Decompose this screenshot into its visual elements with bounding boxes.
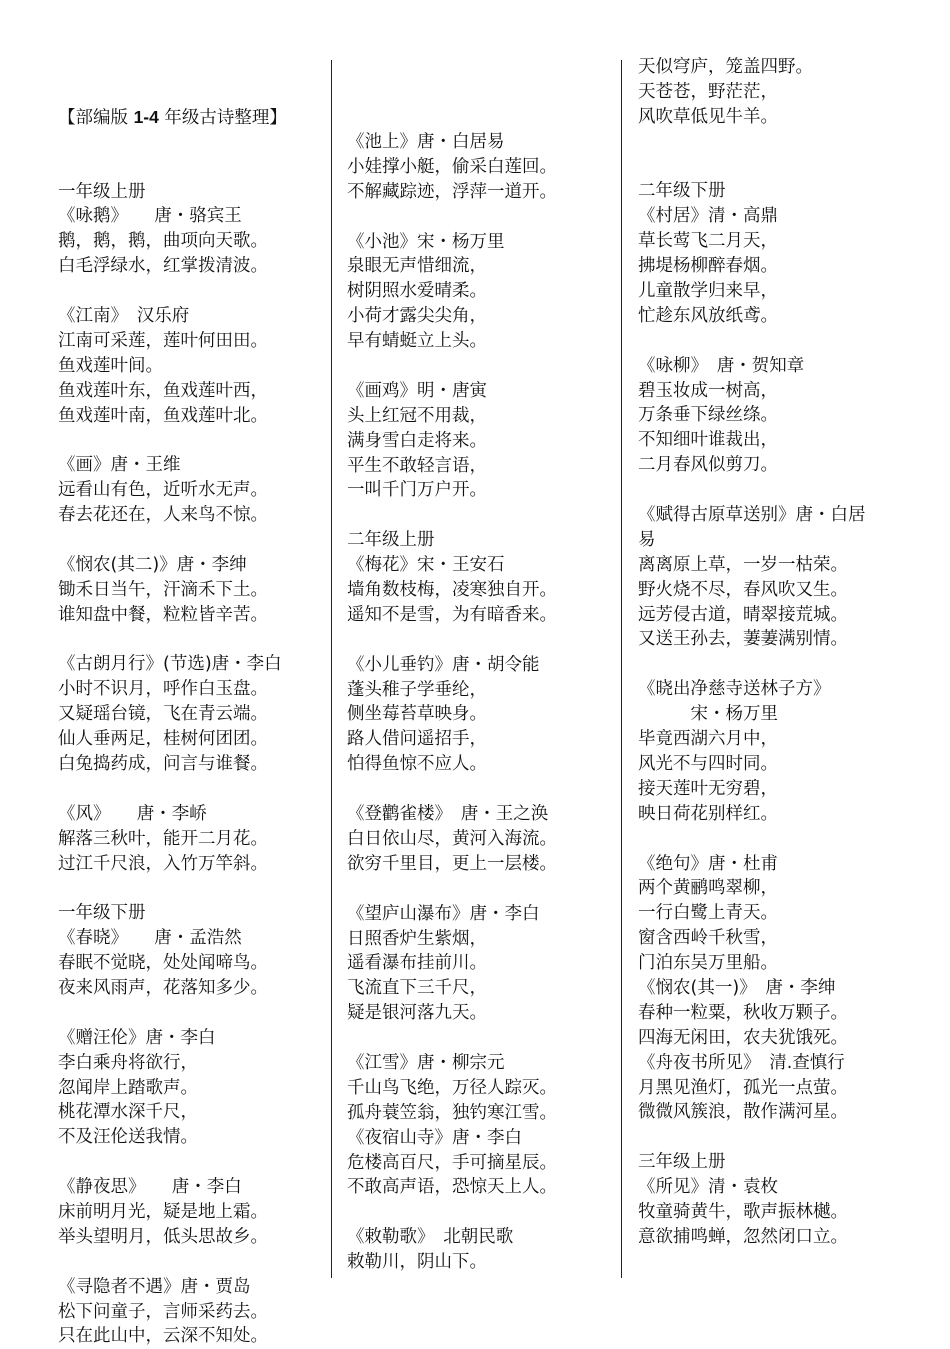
text-line: 万条垂下绿丝绦。 xyxy=(638,405,778,426)
text-line: 远看山有色，近听水无声。 xyxy=(58,480,268,501)
text-line: 满身雪白走将来。 xyxy=(347,430,487,451)
document-title xyxy=(58,105,320,130)
text-line: 风光不与四时同。 xyxy=(638,753,778,774)
text-line: 离离原上草，一岁一枯荣。 xyxy=(638,554,848,575)
text-line: 忽闻岸上踏歌声。 xyxy=(58,1077,198,1098)
text-line: 平生不敢轻言语， xyxy=(347,455,487,476)
text-line: 忙趁东风放纸鸢。 xyxy=(638,305,778,326)
text-line: 树阴照水爱晴柔。 xyxy=(347,281,487,302)
text-line: 泉眼无声惜细流， xyxy=(347,256,487,277)
text-line: 两个黄鹂鸣翠柳， xyxy=(638,878,778,899)
text-line: 鱼戏莲叶间。 xyxy=(58,355,163,376)
text-line: 欲穷千里目，更上一层楼。 xyxy=(347,853,557,874)
blank-line xyxy=(58,1001,320,1026)
text-line: 飞流直下三千尺， xyxy=(347,978,487,999)
text-line: 《晓出净慈寺送林子方》 xyxy=(638,679,831,700)
blank-line xyxy=(347,877,609,902)
text-line: 白毛浮绿水，红掌拨清波。 xyxy=(58,256,268,277)
text-line: 《夜宿山寺》唐・李白 xyxy=(347,1127,522,1148)
text-line: 碧玉妆成一树高， xyxy=(638,380,778,401)
text-line: 拂堤杨柳醉春烟。 xyxy=(638,256,778,277)
text-line: 只在此山中，云深不知处。 xyxy=(58,1326,268,1347)
text-line: 头上红冠不用裁， xyxy=(347,405,487,426)
text-line: 又疑瑶台镜，飞在青云端。 xyxy=(58,704,268,725)
text-line: 微微风簇浪，散作满河星。 xyxy=(638,1102,848,1123)
text-line: 《寻隐者不遇》唐・贾岛 xyxy=(58,1276,251,1297)
text-line: 鱼戏莲叶东，鱼戏莲叶西， xyxy=(58,380,268,401)
text-line: 解落三秋叶，能开二月花。 xyxy=(58,828,268,849)
blank-line xyxy=(347,777,609,802)
text-line: 《舟夜书所见》 清.查慎行 xyxy=(638,1052,845,1073)
text-line: 二年级下册 xyxy=(638,181,726,202)
blank-line xyxy=(347,205,609,230)
text-line: 月黑见渔灯，孤光一点萤。 xyxy=(638,1077,848,1098)
blank-line xyxy=(58,428,320,453)
text-line: 映日荷花别样红。 xyxy=(638,803,778,824)
text-line: 《敕勒歌》 北朝民歌 xyxy=(347,1227,514,1248)
blank-line xyxy=(58,155,320,180)
text-line: 二月春风似剪刀。 xyxy=(638,455,778,476)
title-grade-range: 1-4 xyxy=(133,106,159,127)
text-line: 《画鸡》明・唐寅 xyxy=(347,380,487,401)
text-line: 《池上》唐・白居易 xyxy=(347,132,505,152)
text-line: 《咏鹅》 唐・骆宾王 xyxy=(58,206,242,227)
blank-line xyxy=(638,1125,908,1150)
text-line: 一叫千门万户开。 xyxy=(347,480,487,501)
text-line: 夜来风雨声，花落知多少。 xyxy=(58,978,268,998)
text-line: 草长莺飞二月天， xyxy=(638,231,778,252)
text-line: 蓬头稚子学垂纶， xyxy=(347,679,487,700)
text-line: 鹅，鹅，鹅，曲项向天歌。 xyxy=(58,231,268,252)
column-2 xyxy=(347,130,609,1275)
blank-line xyxy=(58,876,320,901)
text-line: 不解藏踪迹，浮萍一道开。 xyxy=(347,181,557,202)
text-line: 窗含西岭千秋雪， xyxy=(638,928,778,949)
text-line: 李白乘舟将欲行， xyxy=(58,1052,198,1073)
blank-line xyxy=(347,1200,609,1225)
column-divider-2 xyxy=(621,60,622,1278)
text-line: 遥看瀑布挂前川。 xyxy=(347,953,487,974)
text-line: 《悯农(其一)》 唐・李绅 xyxy=(638,977,836,998)
blank-line xyxy=(638,478,908,503)
text-line: 侧坐莓苔草映身。 xyxy=(347,704,487,725)
text-line: 风吹草低见牛羊。 xyxy=(638,106,778,127)
text-line: 《春晓》 唐・孟浩然 xyxy=(58,928,242,949)
text-line: 一年级上册 xyxy=(58,181,146,202)
title-suffix: 年级古诗整理】 xyxy=(158,107,287,128)
text-line: 野火烧不尽，春风吹又生。 xyxy=(638,579,848,600)
text-line: 《赋得古原草送别》唐・白居 xyxy=(638,505,866,526)
text-line: 又送王孙去，萋萋满别情。 xyxy=(638,629,848,650)
text-line: 桃花潭水深千尺， xyxy=(58,1102,198,1123)
text-line: 不知细叶谁裁出， xyxy=(638,430,778,451)
text-line: 《古朗月行》(节选)唐・李白 xyxy=(58,654,282,675)
text-line: 易 xyxy=(638,529,656,550)
column-1 xyxy=(58,55,320,1349)
text-line: 《登鹳雀楼》 唐・王之涣 xyxy=(347,804,549,825)
text-line: 白日依山尽，黄河入海流。 xyxy=(347,828,557,849)
text-line: 白兔捣药成，问言与谁餐。 xyxy=(58,753,268,774)
text-line: 《望庐山瀑布》唐・李白 xyxy=(347,903,540,924)
text-line: 意欲捕鸣蝉，忽然闭口立。 xyxy=(638,1226,848,1247)
blank-line xyxy=(58,628,320,653)
text-line: 鱼戏莲叶南，鱼戏莲叶北。 xyxy=(58,405,268,426)
text-line: 早有蜻蜓立上头。 xyxy=(347,331,487,352)
text-line: 《赠汪伦》唐・李白 xyxy=(58,1027,216,1048)
text-line: 春种一粒粟，秋收万颗子。 xyxy=(638,1002,848,1023)
blank-line xyxy=(638,130,908,155)
text-line: 小荷才露尖尖角， xyxy=(347,306,487,327)
blank-line xyxy=(638,652,908,677)
text-line: 天苍苍，野茫茫， xyxy=(638,81,778,102)
text-line: 牧童骑黄牛，歌声振林樾。 xyxy=(638,1201,848,1222)
blank-line xyxy=(638,329,908,354)
text-line: 日照香炉生紫烟， xyxy=(347,928,487,949)
text-line: 遥知不是雪，为有暗香来。 xyxy=(347,604,557,625)
text-line: 宋・杨万里 xyxy=(638,704,778,725)
text-line: 毕竟西湖六月中， xyxy=(638,729,778,750)
blank-line xyxy=(58,279,320,304)
text-line: 接天莲叶无穷碧， xyxy=(638,778,778,799)
text-line: 怕得鱼惊不应人。 xyxy=(347,754,487,775)
text-line: 《静夜思》 唐・李白 xyxy=(58,1177,242,1198)
text-line: 《所见》清・袁枚 xyxy=(638,1177,778,1198)
blank-line xyxy=(347,354,609,379)
blank-line xyxy=(58,1150,320,1175)
text-line: 疑是银河落九天。 xyxy=(347,1003,487,1024)
text-line: 《画》唐・王维 xyxy=(58,455,181,476)
text-line: 仙人垂两足，桂树何团团。 xyxy=(58,729,268,750)
text-line: 小娃撑小艇，偷采白莲回。 xyxy=(347,156,557,177)
text-line: 《绝句》唐・杜甫 xyxy=(638,853,778,874)
text-line: 谁知盘中餐，粒粒皆辛苦。 xyxy=(58,604,268,625)
text-line: 江南可采莲，莲叶何田田。 xyxy=(58,330,268,351)
text-line: 天似穹庐，笼盖四野。 xyxy=(638,57,813,77)
text-line: 墙角数枝梅，凌寒独自开。 xyxy=(347,580,557,601)
text-line: 《江南》 汉乐府 xyxy=(58,305,190,326)
text-line: 《小儿垂钓》唐・胡令能 xyxy=(347,654,540,675)
text-line: 门泊东吴万里船。 xyxy=(638,953,778,974)
blank-line xyxy=(347,628,609,653)
blank-line xyxy=(58,528,320,553)
text-line: 敕勒川，阴山下。 xyxy=(347,1252,487,1273)
blank-line xyxy=(58,1250,320,1275)
text-line: 春眠不觉晓，处处闻啼鸟。 xyxy=(58,953,268,974)
text-line: 三年级上册 xyxy=(638,1152,726,1173)
text-line: 过江千尺浪，入竹万竿斜。 xyxy=(58,853,268,874)
text-line: 千山鸟飞绝，万径人踪灭。 xyxy=(347,1077,557,1098)
text-line: 孤舟蓑笠翁，独钓寒江雪。 xyxy=(347,1102,557,1123)
column-divider-1 xyxy=(331,60,332,1278)
text-line: 路人借问遥招手， xyxy=(347,729,487,750)
text-line: 举头望明月，低头思故乡。 xyxy=(58,1226,268,1247)
text-line: 不敢高声语，恐惊天上人。 xyxy=(347,1177,557,1198)
text-line: 《梅花》宋・王安石 xyxy=(347,555,505,576)
text-line: 《江雪》唐・柳宗元 xyxy=(347,1052,505,1073)
blank-line xyxy=(638,827,908,852)
text-line: 四海无闲田，农夫犹饿死。 xyxy=(638,1027,848,1048)
blank-line xyxy=(347,1026,609,1051)
text-line: 《风》 唐・李峤 xyxy=(58,803,207,824)
blank-line xyxy=(58,777,320,802)
text-line: 床前明月光，疑是地上霜。 xyxy=(58,1202,268,1223)
text-line: 松下问童子，言师采药去。 xyxy=(58,1301,268,1322)
column-3 xyxy=(638,55,908,1250)
text-line: 《悯农(其二)》唐・李绅 xyxy=(58,554,247,575)
text-line: 《小池》宋・杨万里 xyxy=(347,231,505,252)
text-line: 春去花还在，人来鸟不惊。 xyxy=(58,505,268,526)
text-line: 《村居》清・高鼎 xyxy=(638,206,778,227)
text-line: 《咏柳》 唐・贺知章 xyxy=(638,355,805,376)
text-line: 二年级上册 xyxy=(347,530,435,551)
text-line: 小时不识月，呼作白玉盘。 xyxy=(58,679,268,700)
blank-line xyxy=(347,503,609,528)
text-line: 一年级下册 xyxy=(58,903,146,924)
text-line: 不及汪伦送我情。 xyxy=(58,1127,198,1148)
text-line: 儿童散学归来早， xyxy=(638,281,778,302)
text-line: 锄禾日当午，汗滴禾下土。 xyxy=(58,579,268,600)
text-line: 危楼高百尺，手可摘星辰。 xyxy=(347,1152,557,1173)
text-line: 一行白鹭上青天。 xyxy=(638,903,778,924)
text-line: 远芳侵古道，晴翠接荒城。 xyxy=(638,604,848,625)
blank-line xyxy=(638,155,908,180)
title-prefix: 【部编版 xyxy=(58,107,134,128)
